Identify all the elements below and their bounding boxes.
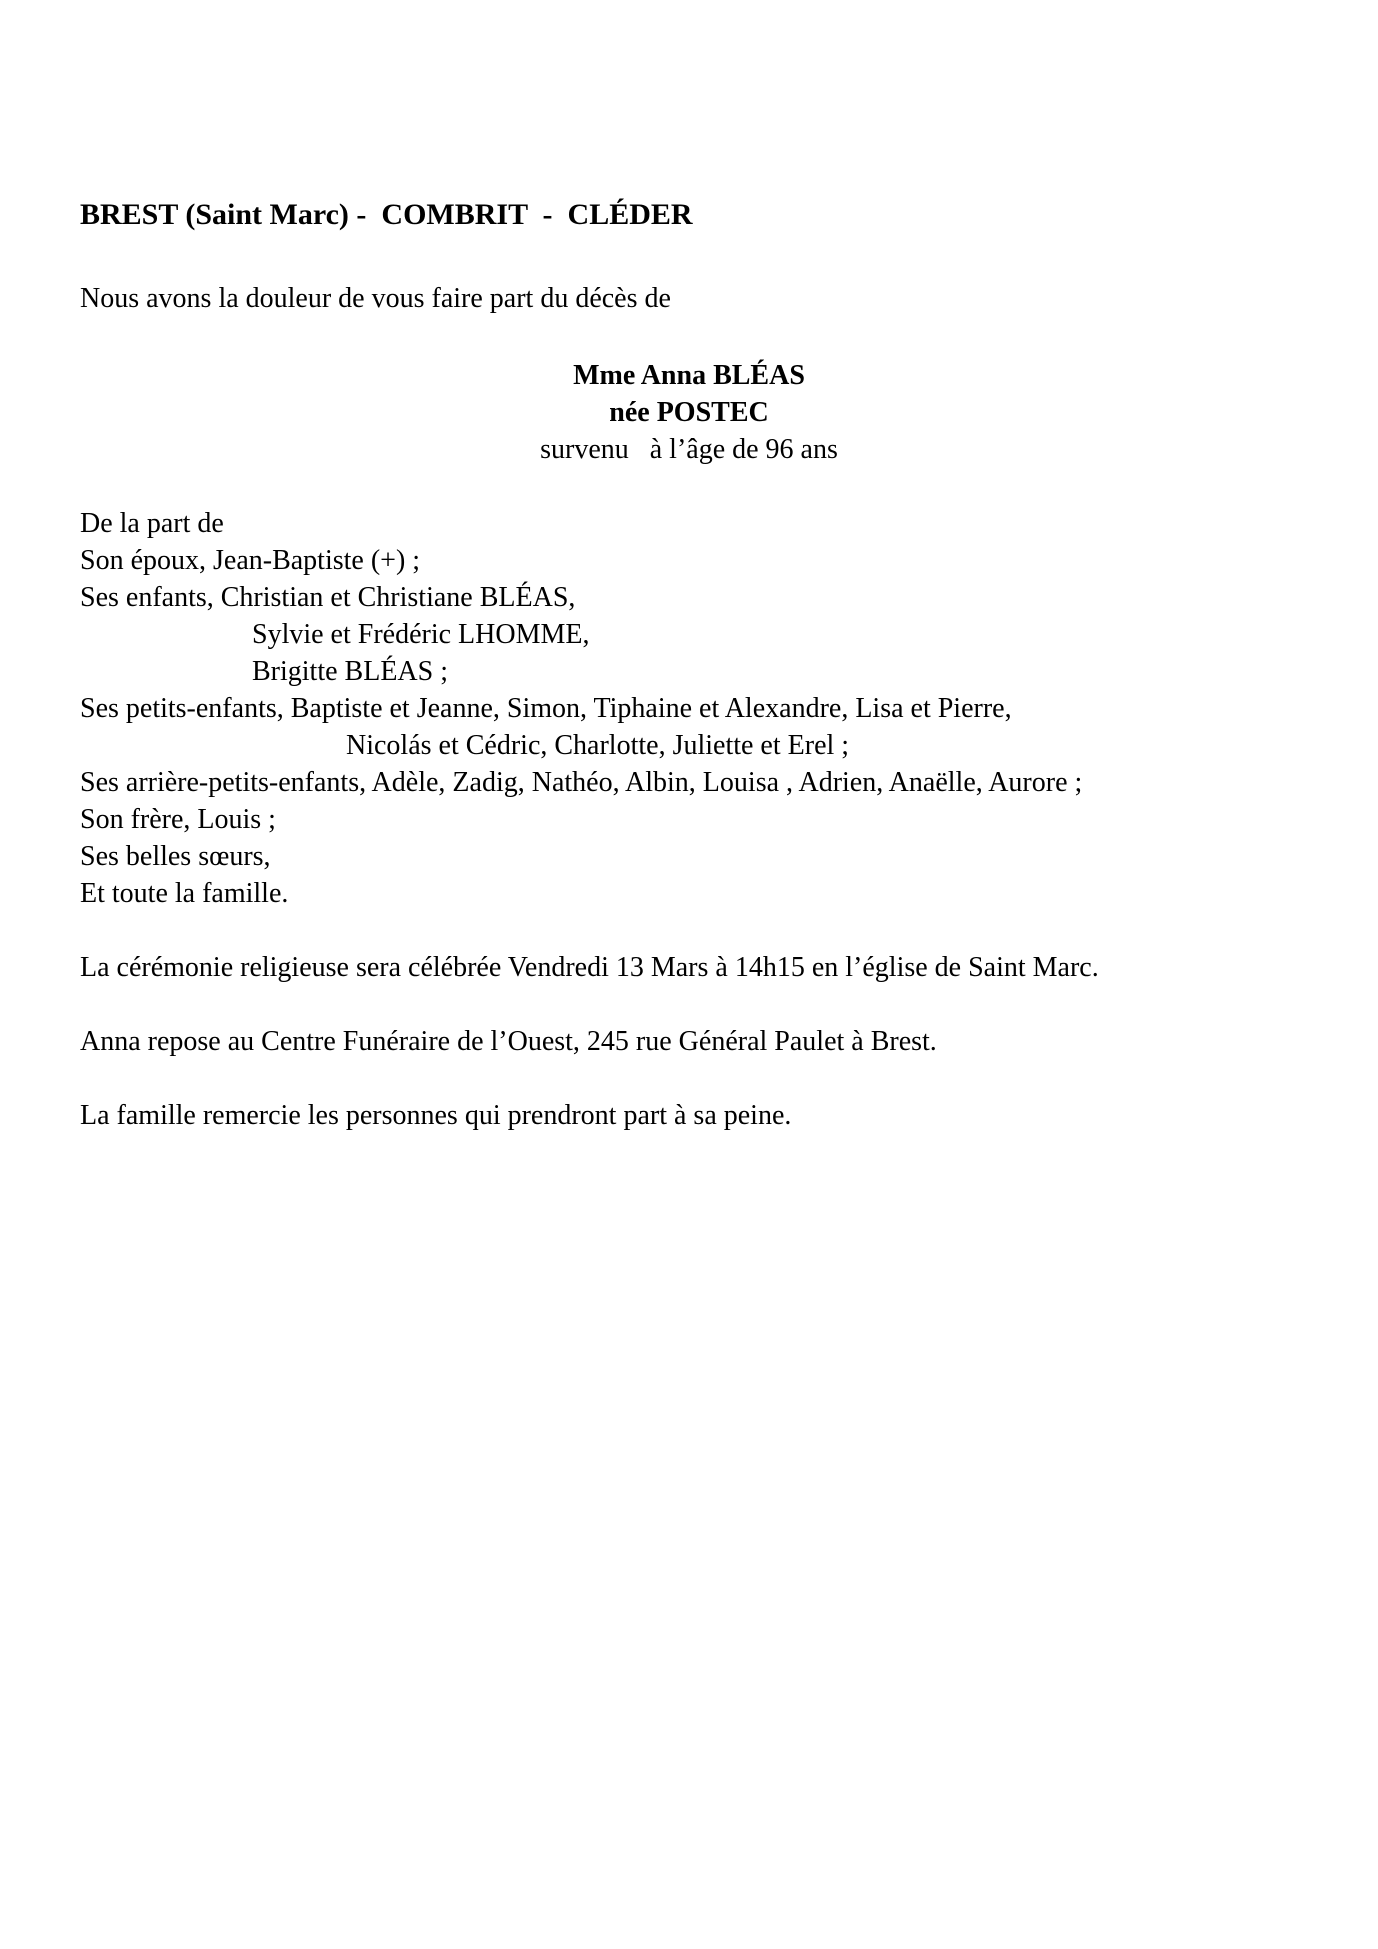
family-line: Son époux, Jean-Baptiste (+) ; bbox=[80, 545, 421, 576]
family-line: Et toute la famille. bbox=[80, 878, 289, 909]
family-line: Ses petits-enfants, Baptiste et Jeanne, Simon, Tiphaine et Alexandre, Lisa et Pierre, bbox=[80, 693, 1012, 724]
family-line: Ses arrière-petits-enfants, Adèle, Zadig, Nathéo, Albin, Louisa , Adrien, Anaëlle, Aurore ; bbox=[80, 767, 1083, 798]
family-line: Ses belles sœurs, bbox=[80, 841, 271, 872]
thanks-line: La famille remercie les personnes qui prendront part à sa peine. bbox=[80, 1100, 792, 1131]
family-list bbox=[80, 505, 1298, 912]
deceased-name: Mme Anna BLÉAS bbox=[573, 360, 805, 391]
deceased-maiden-name: née POSTEC bbox=[609, 397, 769, 428]
deceased-age-line: survenu à l’âge de 96 ans bbox=[540, 434, 838, 465]
intro-line: Nous avons la douleur de vous faire part du décès de bbox=[80, 283, 671, 314]
deceased-block bbox=[80, 357, 1298, 468]
family-line: Sylvie et Frédéric LHOMME, bbox=[252, 619, 590, 650]
document-title: BREST (Saint Marc) - COMBRIT - CLÉDER bbox=[80, 198, 693, 231]
family-line: Ses enfants, Christian et Christiane BLÉAS, bbox=[80, 582, 576, 613]
repose-line: Anna repose au Centre Funéraire de l’Ouest, 245 rue Général Paulet à Brest. bbox=[80, 1026, 937, 1057]
family-line: Brigitte BLÉAS ; bbox=[252, 656, 448, 687]
family-line: Son frère, Louis ; bbox=[80, 804, 276, 835]
family-line: De la part de bbox=[80, 508, 224, 539]
family-line: Nicolás et Cédric, Charlotte, Juliette et Erel ; bbox=[346, 730, 850, 761]
ceremony-line: La cérémonie religieuse sera célébrée Vendredi 13 Mars à 14h15 en l’église de Saint Marc. bbox=[80, 952, 1099, 983]
